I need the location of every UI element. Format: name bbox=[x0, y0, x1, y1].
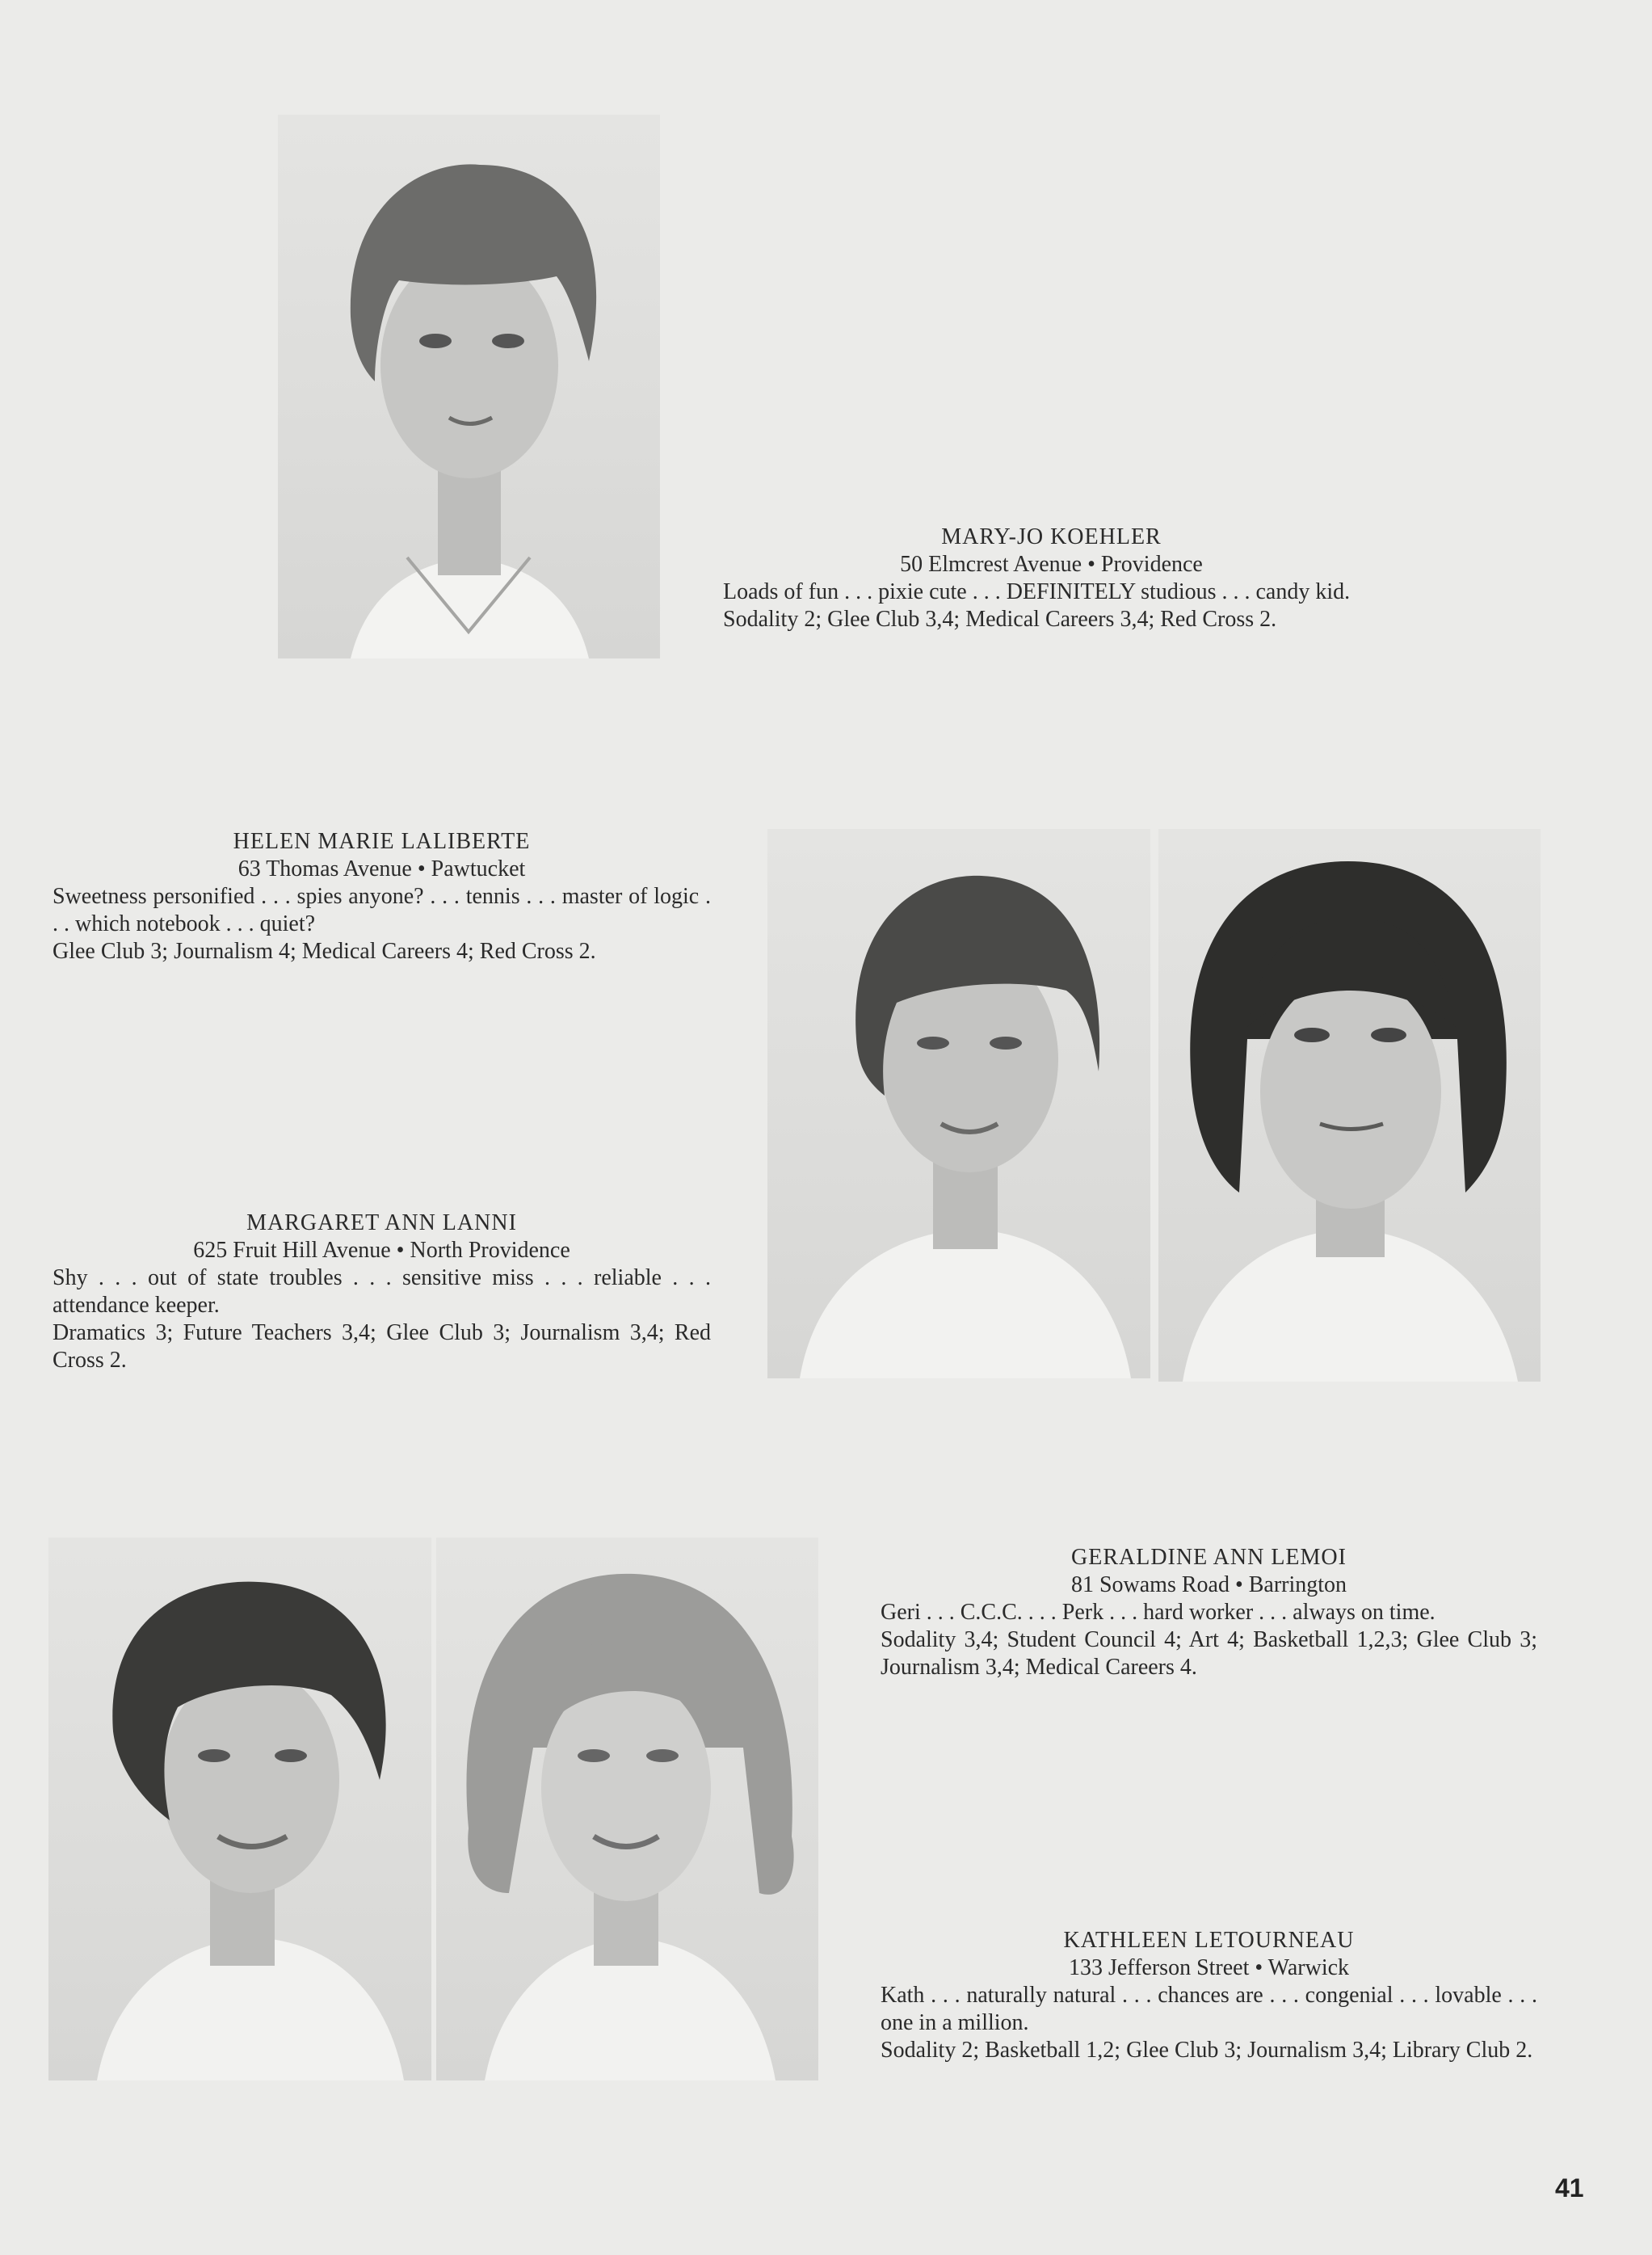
student-address: 50 Elmcrest Avenue • Providence bbox=[900, 552, 1203, 577]
student-name: MARY-JO KOEHLER bbox=[941, 524, 1162, 549]
page-number: 41 bbox=[1555, 2173, 1584, 2202]
student-remarks: Shy . . . out of state troubles . . . sensitive miss . . . reliable . . . attendance keeper. bbox=[53, 1265, 711, 1318]
student-remarks: Kath . . . naturally natural . . . chances are . . . congenial . . . lovable . . . one in a million. bbox=[881, 1983, 1537, 2035]
entry-kathleen-letourneau bbox=[881, 1927, 1537, 2064]
portrait-mary-jo-koehler bbox=[278, 115, 660, 658]
portrait-helen-marie-laliberte bbox=[767, 829, 1150, 1378]
student-address: 625 Fruit Hill Avenue • North Providence bbox=[193, 1238, 570, 1263]
student-remarks: Loads of fun . . . pixie cute . . . DEFINITELY studious . . . candy kid. bbox=[723, 579, 1351, 604]
student-address: 133 Jefferson Street • Warwick bbox=[1068, 1955, 1350, 1980]
student-remarks: Sweetness personified . . . spies anyone? . . . tennis . . . master of logic . . . which notebook . . . quiet? bbox=[53, 884, 711, 936]
entry-helen-marie-laliberte bbox=[53, 828, 711, 966]
student-name: HELEN MARIE LALIBERTE bbox=[233, 829, 531, 854]
student-name: GERALDINE ANN LEMOI bbox=[1071, 1545, 1347, 1570]
entry-mary-jo-koehler bbox=[723, 524, 1380, 633]
student-activities: Glee Club 3; Journalism 4; Medical Careers 4; Red Cross 2. bbox=[53, 939, 596, 964]
student-address: 81 Sowams Road • Barrington bbox=[1070, 1572, 1347, 1597]
portrait-geraldine-ann-lemoi bbox=[48, 1538, 431, 2080]
student-name: MARGARET ANN LANNI bbox=[246, 1210, 517, 1235]
student-name: KATHLEEN LETOURNEAU bbox=[1063, 1928, 1355, 1953]
entry-geraldine-ann-lemoi bbox=[881, 1544, 1537, 1681]
student-activities: Sodality 3,4; Student Council 4; Art 4; Basketball 1,2,3; Glee Club 3; Journalism 3,4; Medical Careers 4. bbox=[881, 1627, 1537, 1680]
student-activities: Dramatics 3; Future Teachers 3,4; Glee Club 3; Journalism 3,4; Red Cross 2. bbox=[53, 1320, 711, 1373]
portrait-margaret-ann-lanni bbox=[1158, 829, 1541, 1382]
student-address: 63 Thomas Avenue • Pawtucket bbox=[238, 856, 526, 881]
student-activities: Sodality 2; Glee Club 3,4; Medical Careers 3,4; Red Cross 2. bbox=[723, 607, 1277, 632]
student-activities: Sodality 2; Basketball 1,2; Glee Club 3; Journalism 3,4; Library Club 2. bbox=[881, 2038, 1533, 2063]
entry-margaret-ann-lanni bbox=[53, 1210, 711, 1374]
portrait-kathleen-letourneau bbox=[436, 1538, 818, 2080]
student-remarks: Geri . . . C.C.C. . . . Perk . . . hard worker . . . always on time. bbox=[881, 1600, 1436, 1625]
